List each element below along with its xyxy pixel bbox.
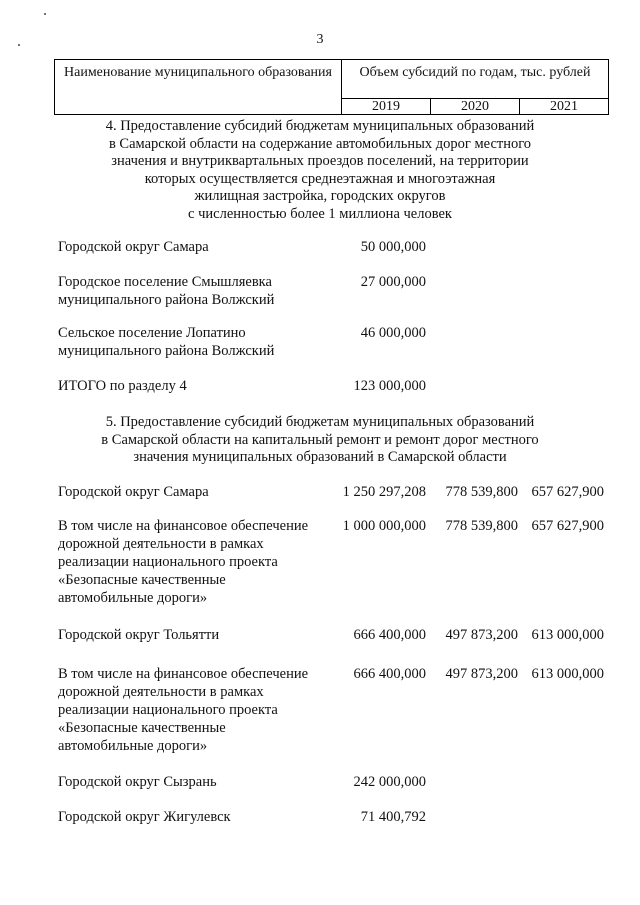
municipality-name	[58, 626, 333, 644]
heading-line: в Самарской области на содержание автомобильных дорог местного	[108, 135, 532, 152]
value-2019: 666 400,000	[353, 666, 426, 682]
municipality-name-line: Городской округ Жигулевск	[58, 809, 231, 825]
value-2020: 778 539,800	[445, 518, 518, 534]
year-2021-header: 2021	[520, 99, 609, 115]
value-2019: 50 000,000	[360, 239, 426, 255]
municipality-name	[58, 238, 333, 256]
municipality-name	[58, 324, 333, 360]
value-2019: 71 400,792	[360, 809, 426, 825]
municipality-name-line: В том числе на финансовое обеспечение	[58, 666, 309, 682]
value-2019: 46 000,000	[360, 325, 426, 341]
value-2019: 1 250 297,208	[342, 484, 426, 500]
column-header-name: Наименование муниципального образования	[55, 60, 342, 115]
municipality-name	[58, 273, 333, 309]
value-2019: 1 000 000,000	[342, 518, 426, 534]
value-2021: 613 000,000	[531, 627, 604, 643]
value-2019: 123 000,000	[353, 378, 426, 394]
heading-line: с численностью более 1 миллиона человек	[188, 205, 452, 222]
municipality-name	[58, 483, 333, 501]
municipality-name-line: В том числе на финансовое обеспечение	[58, 518, 309, 534]
heading-line: жилищная застройка, городских округов	[194, 188, 446, 205]
heading-line: которых осуществляется среднеэтажная и многоэтажная	[144, 170, 496, 187]
municipality-name-line: Городской округ Тольятти	[58, 627, 220, 643]
municipality-name-line: автомобильные дороги»	[58, 738, 208, 754]
municipality-name-line: дорожной деятельности в рамках	[58, 536, 264, 552]
value-2019: 27 000,000	[360, 274, 426, 290]
municipality-name	[58, 517, 333, 607]
column-header-table	[54, 59, 609, 115]
page-number: 3	[316, 32, 324, 47]
column-header-volume: Объем субсидий по годам, тыс. рублей	[342, 60, 609, 99]
heading-line: 5. Предоставление субсидий бюджетам муниципальных образований	[105, 414, 535, 430]
municipality-name-line: «Безопасные качественные	[58, 720, 226, 736]
municipality-name-line: ИТОГО по разделу 4	[58, 378, 187, 394]
year-2020-header: 2020	[431, 99, 520, 115]
municipality-name-line: автомобильные дороги»	[58, 590, 208, 606]
municipality-name-line: дорожной деятельности в рамках	[58, 684, 264, 700]
municipality-name-line: Городской округ Сызрань	[58, 774, 217, 790]
municipality-name	[58, 377, 333, 395]
municipality-name-line: Городской округ Самара	[58, 484, 209, 500]
municipality-name-line: Сельское поселение Лопатино	[58, 325, 246, 341]
value-2020: 778 539,800	[445, 484, 518, 500]
municipality-name-line: «Безопасные качественные	[58, 572, 226, 588]
value-2019: 242 000,000	[353, 774, 426, 790]
value-2020: 497 873,200	[445, 666, 518, 682]
municipality-name-line: муниципального района Волжский	[58, 292, 275, 308]
municipality-name	[58, 665, 333, 755]
municipality-name-line: Городской округ Самара	[58, 239, 209, 255]
municipality-name-line: муниципального района Волжский	[58, 343, 275, 359]
value-2020: 497 873,200	[445, 627, 518, 643]
heading-line: в Самарской области на капитальный ремонт и ремонт дорог местного	[101, 431, 539, 448]
value-2021: 657 627,900	[531, 484, 604, 500]
municipality-name-line: реализации национального проекта	[58, 554, 278, 570]
municipality-name	[58, 773, 333, 791]
year-2019-header: 2019	[342, 99, 431, 115]
municipality-name-line: Городское поселение Смышляевка	[58, 274, 272, 290]
section-5-heading	[60, 414, 580, 467]
municipality-name-line: реализации национального проекта	[58, 702, 278, 718]
municipality-name	[58, 808, 333, 826]
heading-line: значения муниципальных образований в Самарской области	[133, 449, 507, 466]
value-2021: 613 000,000	[531, 666, 604, 682]
heading-line: 4. Предоставление субсидий бюджетам муниципальных образований	[105, 118, 535, 134]
value-2021: 657 627,900	[531, 518, 604, 534]
heading-line: значения и внутриквартальных проездов поселений, на территории	[111, 153, 529, 170]
value-2019: 666 400,000	[353, 627, 426, 643]
scan-speck	[44, 13, 46, 15]
section-4-heading	[60, 118, 580, 224]
